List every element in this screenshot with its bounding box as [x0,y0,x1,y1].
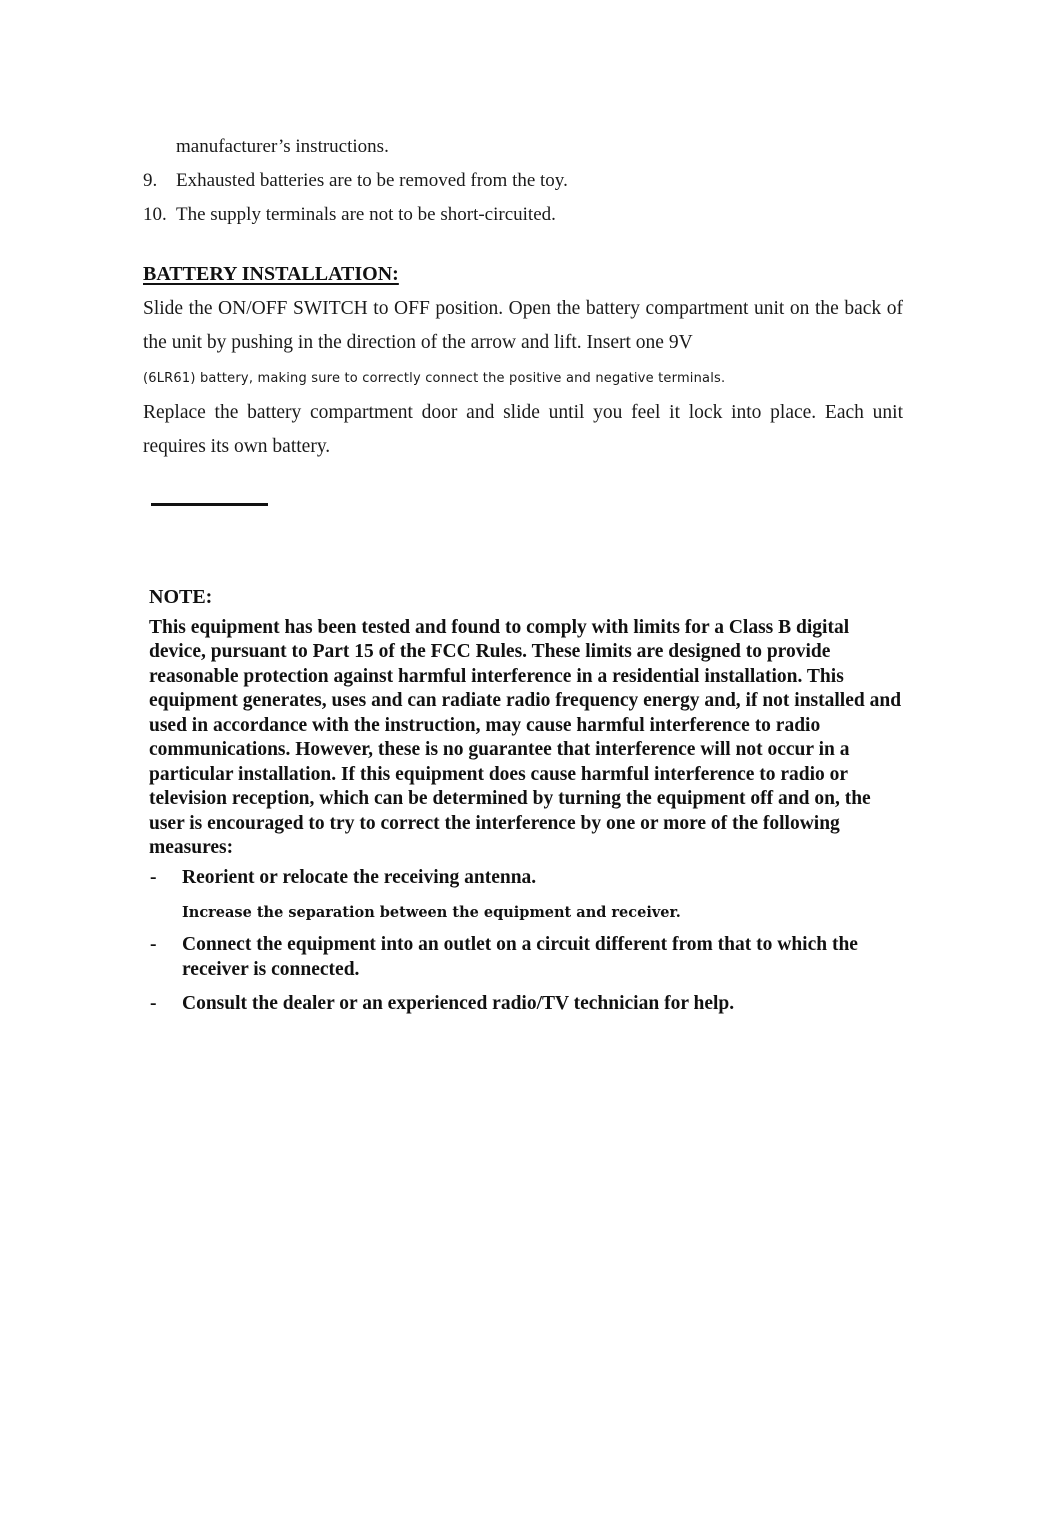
measure-text: Connect the equipment into an outlet on a circuit different from that to which the receiver is connected. [182,934,858,980]
battery-installation-heading: BATTERY INSTALLATION: [143,263,399,285]
note-body: This equipment has been tested and found to comply with limits for a Class B digital device, pursuant to Part 15 of the FCC Rules. These limits are designed to provide reasonable protection against harmful interference in a residential installation. This equipment generates, uses and can radiate radio frequency energy and, if not installed and used in accordance with the instruction, may cause harmful interference to radio communications. However, these is no guarantee that interference will not occur in a particular installation. If this equipment does cause harmful interference to radio or television reception, which can be determined by turning the equipment off and on, the user is encouraged to try to correct the interference by one or more of the following measures: [149,616,902,858]
measure-item [143,992,903,1017]
list-item-10 [143,198,556,232]
list-item-9 [143,164,568,198]
list-item-number: 9. [143,170,158,191]
measures-list [143,866,903,1027]
section-divider [151,503,268,506]
measure-text: Consult the dealer or an experienced radio/TV technician for help. [182,993,735,1014]
list-item-text: The supply terminals are not to be short-circuited. [176,204,556,225]
continuation-text: manufacturer’s instructions. [176,136,389,157]
measure-item [143,933,903,982]
list-item-number: 10. [143,204,167,225]
list-item-text: Exhausted batteries are to be removed from the toy. [176,170,568,191]
battery-text-3: Replace the battery compartment door and slide until you feel it lock into place. Each unit requires its own battery. [143,402,903,457]
measure-item [143,901,903,926]
measure-text: Reorient or relocate the receiving antenna. [182,867,537,888]
note-title: NOTE: [149,586,213,608]
bullet-dash: - [150,867,157,888]
bullet-dash: - [150,993,157,1014]
battery-text-2: (6LR61) battery, making sure to correctly connect the positive and negative terminals. [143,371,726,386]
measure-item [143,866,903,891]
fcc-note [149,585,909,861]
battery-text-1: Slide the ON/OFF SWITCH to OFF position. Open the battery compartment unit on the back of the unit by pushing in the direction of the arrow and lift. Insert one 9V [143,298,903,353]
battery-installation-text [143,292,903,464]
measure-text: Increase the separation between the equipment and receiver. [182,903,681,921]
bullet-dash: - [150,934,157,955]
